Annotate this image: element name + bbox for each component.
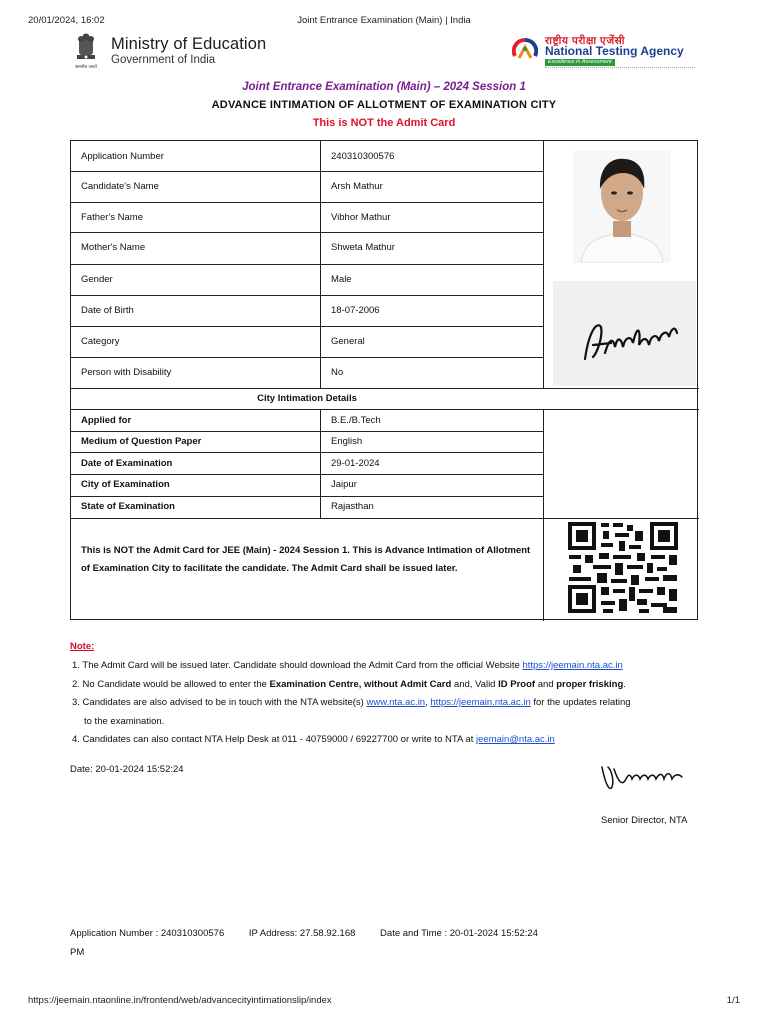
note-title: Note: (70, 641, 95, 652)
qr-code (567, 521, 679, 614)
note-2-text-a: 2. No Candidate would be allowed to enter the (72, 678, 270, 690)
document-title: ADVANCE INTIMATION OF ALLOTMENT OF EXAMINATION CITY (211, 99, 557, 111)
note-2-text-d: . (623, 678, 626, 690)
value-applied-for: B.E./B.Tech (331, 415, 381, 426)
city-details-heading: City Intimation Details (257, 393, 357, 404)
note-2-text-c: and (535, 678, 557, 690)
note-3-text-a: 3. Candidates are also advised to be in touch with the NTA website(s) (72, 697, 367, 708)
footer-ip-address: IP Address: 27.58.92.168 (248, 928, 356, 939)
footer-application-number: Application Number : 240310300576 (70, 928, 225, 939)
label-mother-name: Mother's Name (81, 242, 146, 253)
nta-logo (510, 33, 700, 75)
label-gender: Gender (81, 274, 113, 285)
jeemain-link-1[interactable]: https://jeemain.nta.ac.in (522, 660, 623, 671)
label-applied-for: Applied for (81, 415, 132, 426)
candidate-signature (553, 281, 696, 386)
nta-tagline: Excellence in Assessment (545, 59, 615, 66)
note-3-separator: , (425, 697, 431, 708)
label-exam-city: City of Examination (81, 479, 170, 490)
note-2 (72, 676, 712, 695)
note-4 (72, 731, 712, 750)
print-page-title: Joint Entrance Examination (Main) | India (297, 15, 471, 26)
note-3-text-b: for the updates relating (530, 697, 631, 708)
value-medium: English (331, 436, 363, 447)
emblem-caption: सत्यमेव जयते (74, 65, 98, 70)
footer-datetime: Date and Time : 20-01-2024 15:52:24 (380, 928, 538, 939)
nta-emblem-icon (512, 36, 538, 62)
director-signature (596, 757, 696, 797)
value-gender: Male (331, 274, 352, 285)
value-father-name: Vibhor Mathur (331, 212, 391, 223)
note-2-text-b: and, Valid (451, 678, 499, 690)
print-url: https://jeemain.ntaonline.in/frontend/web/advancecityintimationslip/index (28, 995, 332, 1006)
exam-heading: Joint Entrance Examination (Main) – 2024 Session 1 (242, 81, 526, 93)
value-exam-state: Rajasthan (331, 501, 374, 512)
label-father-name: Father's Name (81, 212, 144, 223)
ministry-subtitle: Government of India (111, 54, 216, 66)
advance-intimation-notice: This is NOT the Admit Card for JEE (Main) - 2024 Session 1. This is Advance Intimation of Allotment of Examination City to facilitate the candidate. The Admit Card shall be issued later. (81, 545, 531, 574)
value-date-of-birth: 18-07-2006 (331, 305, 380, 316)
value-category: General (331, 336, 365, 347)
ministry-title: Ministry of Education (111, 35, 267, 53)
nta-website-link[interactable]: www.nta.ac.in (366, 697, 426, 708)
candidate-details-table (70, 140, 698, 620)
nta-name: National Testing Agency (545, 44, 684, 58)
print-header (28, 15, 740, 29)
not-admit-card-warning: This is NOT the Admit Card (312, 117, 456, 129)
note-2-bold-a: Examination Centre, without Admit Card (269, 678, 452, 690)
nta-fine-print (545, 67, 695, 70)
print-footer (28, 995, 740, 1006)
label-application-number: Application Number (81, 151, 164, 162)
label-exam-state: State of Examination (81, 501, 175, 512)
director-designation: Senior Director, NTA (601, 815, 688, 826)
national-emblem-icon (70, 33, 102, 71)
value-pwd: No (331, 367, 344, 378)
value-mother-name: Shweta Mathur (331, 242, 395, 253)
jeemain-link-2[interactable]: https://jeemain.nta.ac.in (430, 697, 531, 708)
value-candidate-name: Arsh Mathur (331, 181, 383, 192)
note-1-text: 1. The Admit Card will be issued later. Candidate should download the Admit Card from the official Website (72, 660, 523, 671)
value-exam-city: Jaipur (331, 479, 357, 490)
note-4-text: 4. Candidates can also contact NTA Help Desk at 011 - 40759000 / 69227700 or write to NTA at (72, 734, 476, 745)
page-footer (70, 925, 710, 962)
print-datetime: 20/01/2024, 16:02 (28, 15, 105, 26)
footer-pm: PM (70, 946, 85, 958)
value-exam-date: 29-01-2024 (331, 458, 380, 469)
ministry-logo (70, 33, 270, 73)
candidate-photo (573, 151, 671, 263)
label-pwd: Person with Disability (81, 367, 172, 378)
note-2-bold-c: proper frisking (556, 678, 624, 690)
label-exam-date: Date of Examination (81, 458, 173, 469)
label-candidate-name: Candidate's Name (81, 181, 159, 192)
note-3-continued: to the examination. (84, 715, 165, 727)
label-medium: Medium of Question Paper (81, 436, 202, 447)
note-1 (72, 657, 712, 676)
value-application-number: 240310300576 (331, 151, 395, 162)
nta-hindi-name: राष्ट्रीय परीक्षा एजेंसी (545, 35, 625, 47)
print-page-number: 1/1 (726, 995, 740, 1006)
label-date-of-birth: Date of Birth (81, 305, 134, 316)
label-category: Category (81, 336, 120, 347)
email-link[interactable]: jeemain@nta.ac.in (476, 734, 555, 745)
note-3 (72, 694, 712, 713)
issue-date: Date: 20-01-2024 15:52:24 (70, 764, 184, 775)
notes-list (72, 657, 712, 750)
note-2-bold-b: ID Proof (498, 678, 536, 690)
